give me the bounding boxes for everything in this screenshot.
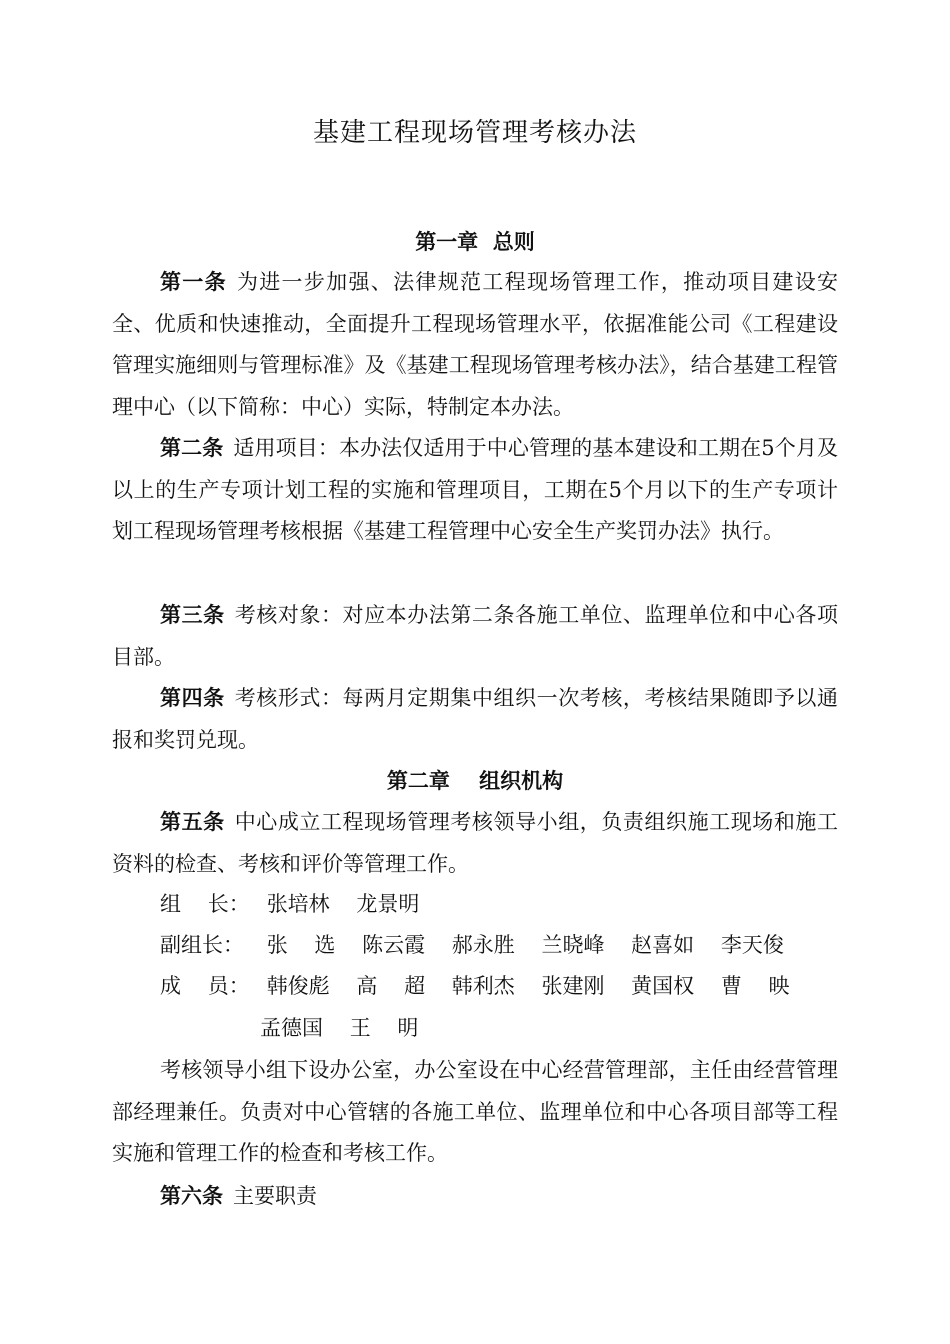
deputy-name: 李天俊 xyxy=(720,933,784,957)
article-3-label: 第三条 xyxy=(160,602,225,627)
article-4-text: 考核形式：每两月定期集中组织一次考核，考核结果随即予以通报和奖罚兑现。 xyxy=(112,686,839,752)
deputy-name: 兰晓峰 xyxy=(541,933,605,957)
deputy-label: 副组长： xyxy=(160,933,244,957)
member-name: 高 超 xyxy=(356,974,426,998)
article-2 xyxy=(112,427,838,553)
article-6-label: 第六条 xyxy=(160,1183,223,1208)
member-name: 曹 映 xyxy=(720,974,790,998)
article-1-label: 第一条 xyxy=(160,269,227,294)
article-5-label: 第五条 xyxy=(160,809,225,834)
article-6 xyxy=(112,1175,838,1218)
member-name: 孟德国 xyxy=(260,1016,323,1040)
member-name: 韩利杰 xyxy=(451,974,515,998)
leader-label: 组 长： xyxy=(160,892,250,916)
member-name: 韩俊彪 xyxy=(266,974,330,998)
article-6-text: 主要职责 xyxy=(233,1184,317,1208)
chapter-2-heading: 第二章 组织机构 xyxy=(386,768,564,793)
leader-name: 龙景明 xyxy=(356,892,420,916)
member-name: 黄国权 xyxy=(631,974,695,998)
member-label: 成 员： xyxy=(160,974,250,998)
article-5 xyxy=(112,801,838,885)
deputy-name: 赵喜如 xyxy=(631,933,695,957)
deputy-name: 郝永胜 xyxy=(451,933,515,957)
article-2-label: 第二条 xyxy=(160,435,224,460)
deputy-row xyxy=(160,930,804,960)
member-row xyxy=(160,971,810,1001)
document-title: 基建工程现场管理考核办法 xyxy=(312,118,637,148)
member-name: 张建刚 xyxy=(541,974,605,998)
member-name: 王 明 xyxy=(349,1016,419,1040)
article-4 xyxy=(112,677,838,761)
article-1 xyxy=(112,261,838,428)
article-2-text: 适用项目：本办法仅适用于中心管理的基本建设和工期在5个月及以上的生产专项计划工程的实施和管理项目，工期在5个月以下的生产专项计划工程现场管理考核根据《基建工程管理中心安全生产奖罚办法》执行。 xyxy=(112,436,839,543)
article-5-text: 中心成立工程现场管理考核领导小组，负责组织施工现场和施工资料的检查、考核和评价等管理工作。 xyxy=(112,810,839,876)
article-1-text: 为进一步加强、法律规范工程现场管理工作，推动项目建设安全、优质和快速推动，全面提升工程现场管理水平，依据准能公司《工程建设管理实施细则与管理标准》及《基建工程现场管理考核办法》，结合基建工程管理中心（以下简称：中心）实际，特制定本办法。 xyxy=(112,270,839,419)
leader-name: 张培林 xyxy=(266,892,330,916)
deputy-name: 张 选 xyxy=(266,933,336,957)
member-row-continued xyxy=(260,1013,438,1043)
article-3-text: 考核对象：对应本办法第二条各施工单位、监理单位和中心各项目部。 xyxy=(112,603,839,669)
deputy-name: 陈云霞 xyxy=(362,933,426,957)
article-4-label: 第四条 xyxy=(160,685,225,710)
office-paragraph: 考核领导小组下设办公室，办公室设在中心经营管理部，主任由经营管理部经理兼任。负责对中心管辖的各施工单位、监理单位和中心各项目部等工程实施和管理工作的检查和考核工作。 xyxy=(112,1058,838,1165)
article-3 xyxy=(112,594,838,678)
chapter-1-heading: 第一章 总则 xyxy=(415,229,535,254)
leader-row xyxy=(160,889,439,919)
